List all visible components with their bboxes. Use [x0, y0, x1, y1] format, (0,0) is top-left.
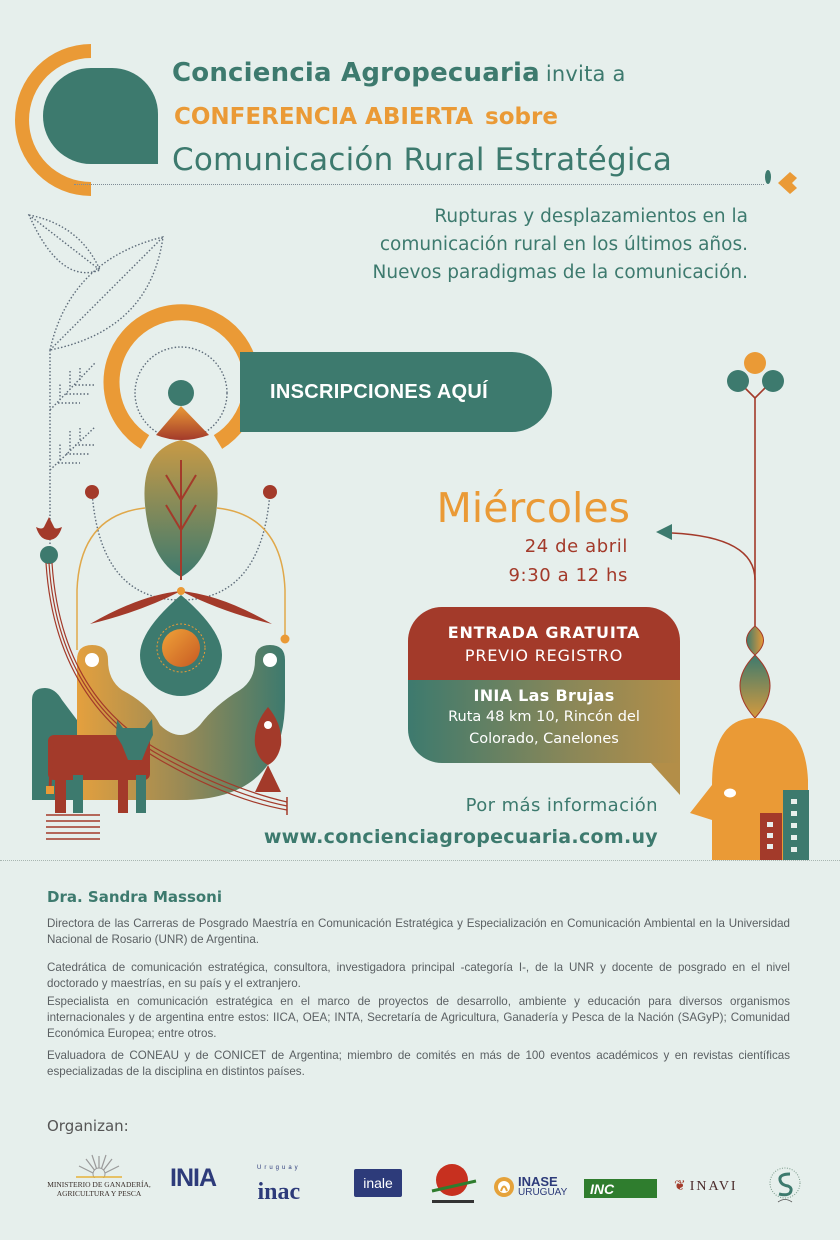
registration-button[interactable] — [240, 352, 552, 432]
organizer-title — [172, 58, 626, 88]
event-time: 9:30 a 12 hs — [508, 565, 628, 586]
sun-emblem-icon — [74, 1152, 124, 1178]
more-info-label: Por más información — [465, 795, 658, 816]
logo-inale-text: inale — [363, 1175, 393, 1191]
person-head-icon — [690, 718, 809, 860]
event-subtitle — [373, 203, 748, 287]
speaker-bio-paragraph: Directora de las Carreras de Posgrado Maestría en Comunicación Estratégica y Especialización en Comunicación Ambiental en la Universidad Nacional de Rosario (UNR) de Argentina. — [47, 917, 790, 946]
logo-inc — [584, 1179, 657, 1198]
venue-name: INIA Las Brujas — [473, 686, 615, 705]
speaker-bio-paragraph: Evaluadora de CONEAU y de CONICET de Argentina; miembro de comités en más de 100 eventos académicos y en revistas científicas especializadas de la disciplina en distintos países. — [47, 1049, 790, 1078]
logo-inac-text: inac — [257, 1179, 301, 1205]
logo-inale — [354, 1169, 402, 1197]
organizer-logos — [44, 1150, 814, 1210]
event-topic: Comunicación Rural Estratégica — [172, 142, 673, 178]
logo-inase-text: INASE — [518, 1174, 558, 1189]
logo-inac-country: Uruguay — [257, 1165, 301, 1171]
event-type — [174, 104, 558, 130]
logo-inia-text: INIA — [170, 1164, 216, 1192]
event-type-label: CONFERENCIA ABIERTA — [174, 104, 473, 130]
seal-icon — [766, 1166, 804, 1206]
logo-inase — [493, 1176, 567, 1198]
organization-logo-icon — [15, 44, 158, 196]
subtitle-line: Rupturas y desplazamientos en la — [434, 206, 748, 227]
invite-text: invita a — [545, 62, 626, 86]
info-bubble — [408, 607, 680, 797]
logo-inavi-text: INAVI — [689, 1178, 738, 1194]
grape-icon: ❦ — [674, 1179, 688, 1194]
event-date: 24 de abril — [524, 536, 628, 557]
speaker-bio-paragraph: Especialista en comunicación estratégica en el marco de proyectos de desarrollo, ambiente y educación para diversos organismos internacionales y de argentina entre estos: IICA, OEA; INTA, Secretaría de Agricultura, Ganadería y Pesca de la Nación (SAGyP); Comunidad Económica Europea; entre otros. — [47, 995, 790, 1040]
logo-mgap-line2: AGRICULTURA Y PESCA — [56, 1189, 142, 1198]
subtitle-line: Nuevos paradigmas de la comunicación. — [372, 262, 748, 283]
speaker-name: Dra. Sandra Massoni — [47, 888, 223, 906]
logo-inase-sub: URUGUAY — [518, 1187, 568, 1198]
subtitle-line: comunicación rural en los últimos años. — [379, 234, 748, 255]
logo-mgap-line1: MINISTERIO DE GANADERÍA, — [47, 1180, 151, 1189]
header-divider — [74, 184, 764, 185]
logo-society-seal — [766, 1166, 804, 1206]
website-link[interactable]: www.concienciagropecuaria.com.uy — [263, 826, 658, 848]
venue-address-line2: Colorado, Canelones — [469, 731, 619, 747]
organizers-label: Organizan: — [47, 1117, 129, 1135]
logo-inc-text: INC — [590, 1180, 615, 1197]
event-day: Miércoles — [436, 484, 630, 532]
section-divider — [0, 860, 840, 861]
admission-box — [408, 607, 680, 680]
admission-line2: PREVIO REGISTRO — [464, 646, 624, 665]
speaker-bio-paragraph: Catedrática de comunicación estratégica, consultora, investigadora principal -categoría I-, de la UNR y docente de posgrado en el nivel doctorado y maestrías, en su país y el extranjero. — [47, 961, 790, 990]
admission-line1: ENTRADA GRATUITA — [447, 623, 641, 642]
logo-inac — [257, 1156, 301, 1204]
logo-inavi — [674, 1178, 738, 1195]
registration-button-label: INSCRIPCIONES AQUÍ — [270, 380, 489, 403]
venue-address-line1: Ruta 48 km 10, Rincón del — [448, 709, 640, 725]
org-name: Conciencia Agropecuaria — [172, 58, 540, 88]
logo-inia — [170, 1164, 216, 1193]
logo-plan-agropecuario — [430, 1163, 478, 1205]
inase-seed-icon — [493, 1176, 515, 1198]
logo-mgap — [44, 1152, 154, 1198]
plan-agropecuario-icon — [430, 1163, 478, 1205]
event-type-suffix: sobre — [485, 104, 558, 130]
venue-box — [408, 680, 680, 763]
